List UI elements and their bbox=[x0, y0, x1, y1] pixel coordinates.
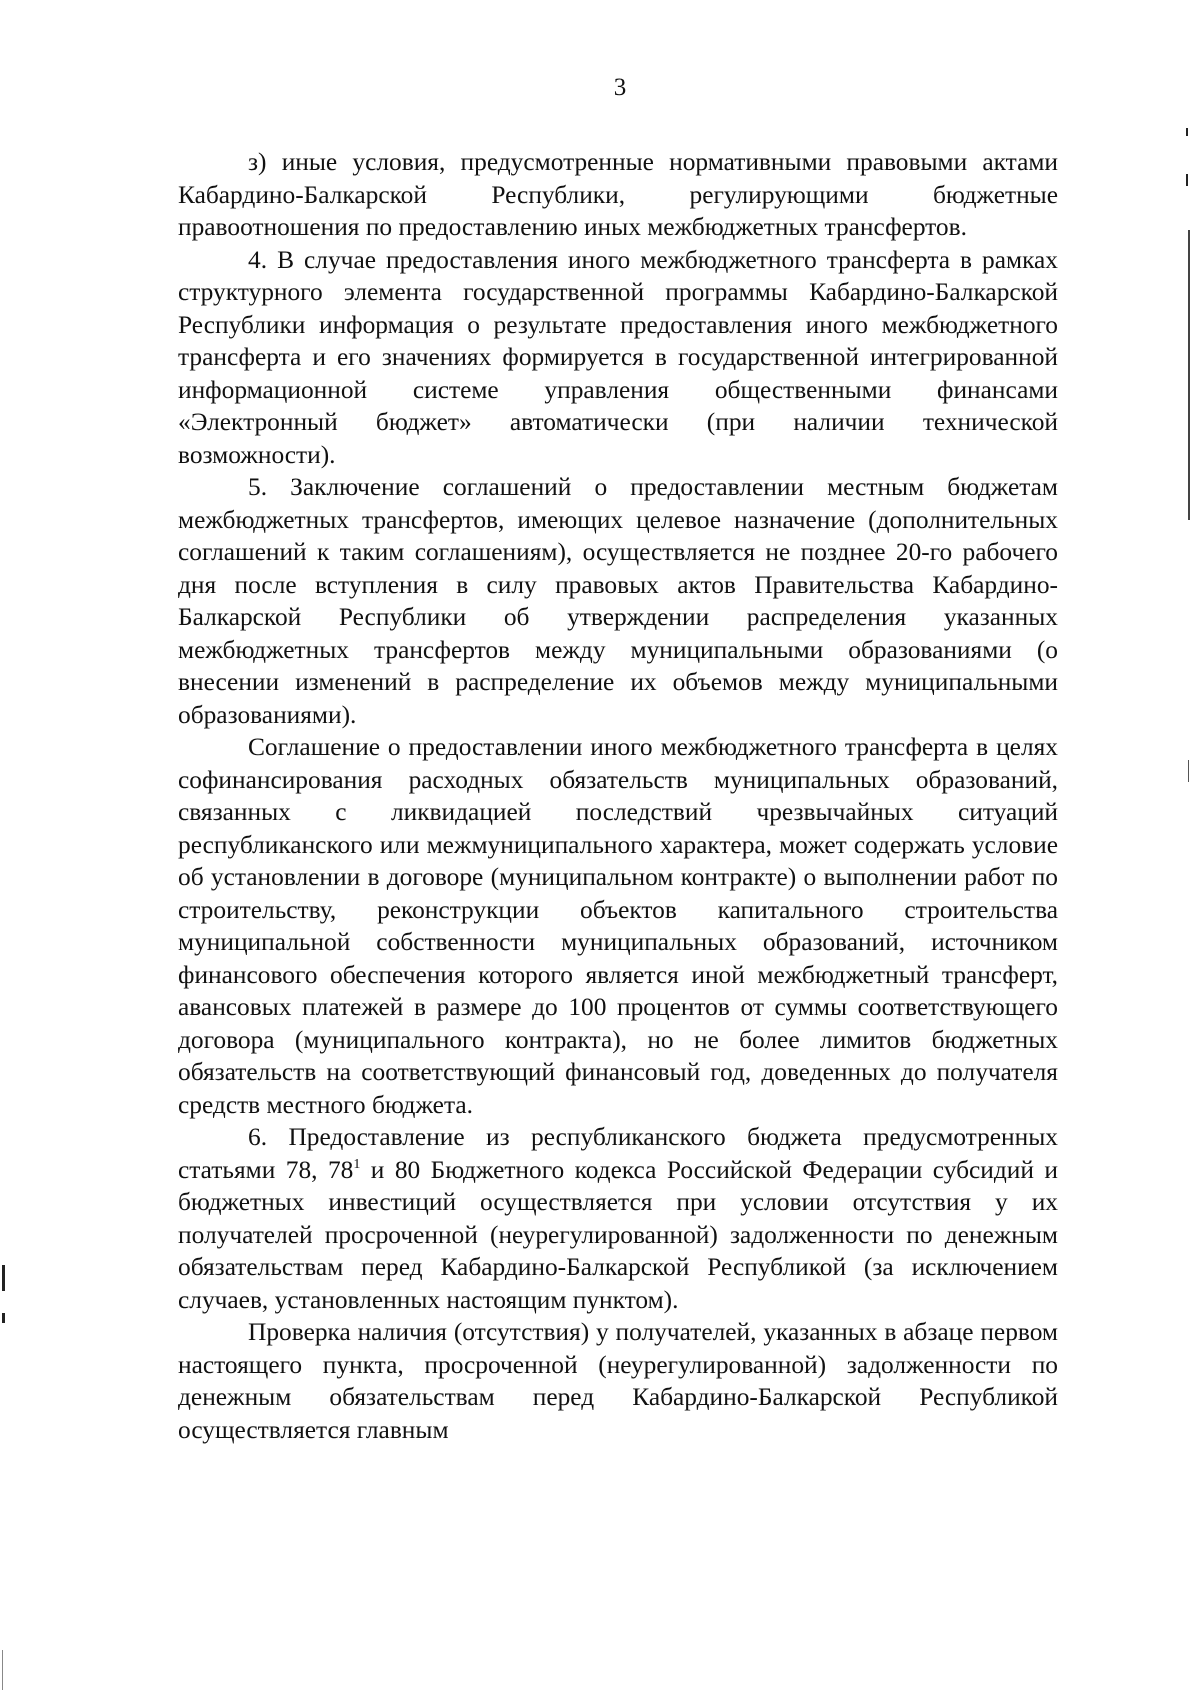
clause-6-text-after: и 80 Бюджетного кодекса Российской Федерации субсидий и бюджетных инвестиций осуществляется при условии отсутствия у их получателей просроченной (неурегулированной) задолженности по денежным обязательствам перед Кабардино-Балкарской Республикой (за исключением случаев, установленных настоящим пунктом). bbox=[178, 1155, 1058, 1314]
scan-artifact-right-2 bbox=[1186, 174, 1188, 186]
paragraph-subclause-z: з) иные условия, предусмотренные нормативными правовыми актами Кабардино-Балкарской Республики, регулирующими бюджетные правоотношения по предоставлению иных межбюджетных трансфертов. bbox=[178, 148, 1058, 241]
scan-artifact-left-2 bbox=[2, 1313, 5, 1323]
scan-artifact-right-4 bbox=[1188, 760, 1189, 782]
page-number: 3 bbox=[613, 74, 627, 101]
paragraph-clause-4: 4. В случае предоставления иного межбюджетного трансферта в рамках структурного элемента государственной программы Кабардино-Балкарской Республики информация о результате предоставления иного межбюджетного трансферта и его значениях формируется в государственной интегрированной информационной системе управления общественными финансами «Электронный бюджет» автоматически (при наличии технической возможности). bbox=[178, 245, 1058, 469]
paragraph-agreement-cofinancing: Соглашение о предоставлении иного межбюджетного трансферта в целях софинансирования расходных обязательств муниципальных образований, связанных с ликвидацией последствий чрезвычайных ситуаций республиканского или межмуниципального характера, может содержать условие об установлении в договоре (муниципальном контракте) о выполнении работ по строительству, реконструкции объектов капитального строительства муниципальной собственности муниципальных образований, источником финансового обеспечения которого является иной межбюджетный трансферт, авансовых платежей в размере до 100 процентов от суммы соответствующего договора (муниципального контракта), но не более лимитов бюджетных обязательств на соответствующий финансовый год, доведенных до получателя средств местного бюджета. bbox=[178, 733, 1058, 1119]
paragraph-clause-6 bbox=[178, 1121, 1058, 1316]
document-body bbox=[178, 146, 1058, 1446]
scan-artifact-right-1 bbox=[1186, 128, 1188, 136]
article-superscript: 1 bbox=[353, 1156, 361, 1172]
paragraph-clause-5: 5. Заключение соглашений о предоставлении местным бюджетам межбюджетных трансфертов, имеющих целевое назначение (дополнительных соглашений к таким соглашениям), осуществляется не позднее 20-го рабочего дня после вступления в силу правовых актов Правительства Кабардино-Балкарской Республики об утверждении распределения указанных межбюджетных трансфертов между муниципальными образованиями (о внесении изменений в распределение их объемов между муниципальными образованиями). bbox=[178, 473, 1058, 729]
scan-artifact-left-3 bbox=[2, 1650, 3, 1690]
paragraph-verification: Проверка наличия (отсутствия) у получателей, указанных в абзаце первом настоящего пункта, просроченной (неурегулированной) задолженности по денежным обязательствам перед Кабардино-Балкарской Республикой осуществляется главным bbox=[178, 1318, 1058, 1444]
clause-6-text-before: 6. Предоставление из республиканского бюджета предусмотренных статьями 78, 78 bbox=[178, 1123, 1058, 1184]
scan-artifact-right-3 bbox=[1188, 230, 1190, 520]
scan-artifact-left-1 bbox=[2, 1265, 5, 1291]
